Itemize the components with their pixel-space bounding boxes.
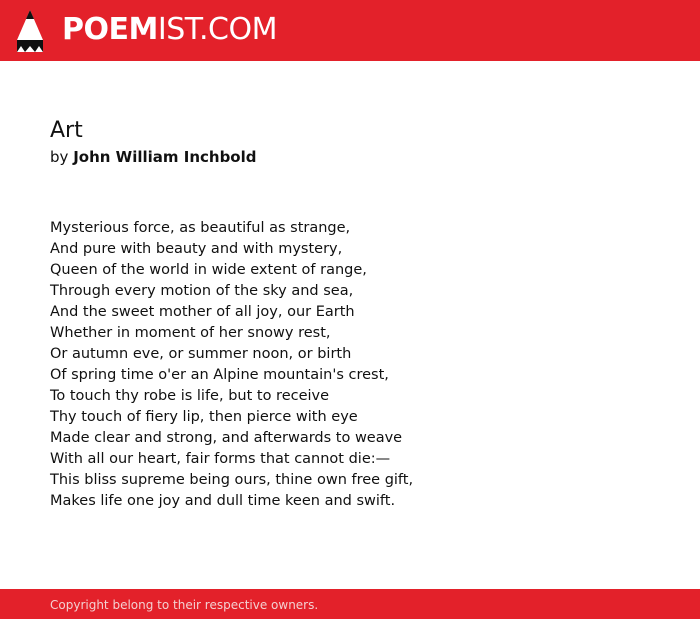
- brand-bold-text: POEM: [62, 12, 158, 47]
- poem-line: Made clear and strong, and afterwards to weave: [50, 430, 403, 446]
- author-name: John William Inchbold: [73, 148, 257, 166]
- poem-line: Of spring time o'er an Alpine mountain's crest,: [50, 367, 389, 383]
- poem-line: And the sweet mother of all joy, our Earth: [50, 304, 355, 320]
- poem-line: Mysterious force, as beautiful as strange,: [50, 220, 351, 236]
- site-header: [0, 0, 700, 61]
- byline: [50, 146, 650, 168]
- site-footer: [0, 589, 700, 619]
- poem-line: Through every motion of the sky and sea,: [50, 283, 354, 299]
- brand-light-text: IST.COM: [157, 12, 277, 47]
- poem-line: Queen of the world in wide extent of range,: [50, 262, 367, 278]
- poem-line: To touch thy robe is life, but to receive: [50, 388, 330, 404]
- copyright-text: Copyright belong to their respective owners.: [50, 598, 319, 612]
- poem-line: This bliss supreme being ours, thine own free gift,: [50, 472, 414, 488]
- poem-line: Whether in moment of her snowy rest,: [50, 325, 331, 341]
- poem-line: Makes life one joy and dull time keen and swift.: [50, 493, 396, 509]
- by-label: by: [50, 148, 69, 166]
- poem-title: Art: [50, 118, 83, 143]
- site-logo-link[interactable]: [62, 12, 277, 48]
- poem-heading: [50, 116, 650, 168]
- poem-line: Thy touch of fiery lip, then pierce with eye: [50, 409, 358, 425]
- pencil-tip-icon[interactable]: [17, 10, 43, 52]
- poem-line: Or autumn eve, or summer noon, or birth: [50, 346, 352, 362]
- poem-line: With all our heart, fair forms that cannot die:—: [50, 451, 391, 467]
- poem-body: [50, 218, 650, 512]
- poem-line: And pure with beauty and with mystery,: [50, 241, 343, 257]
